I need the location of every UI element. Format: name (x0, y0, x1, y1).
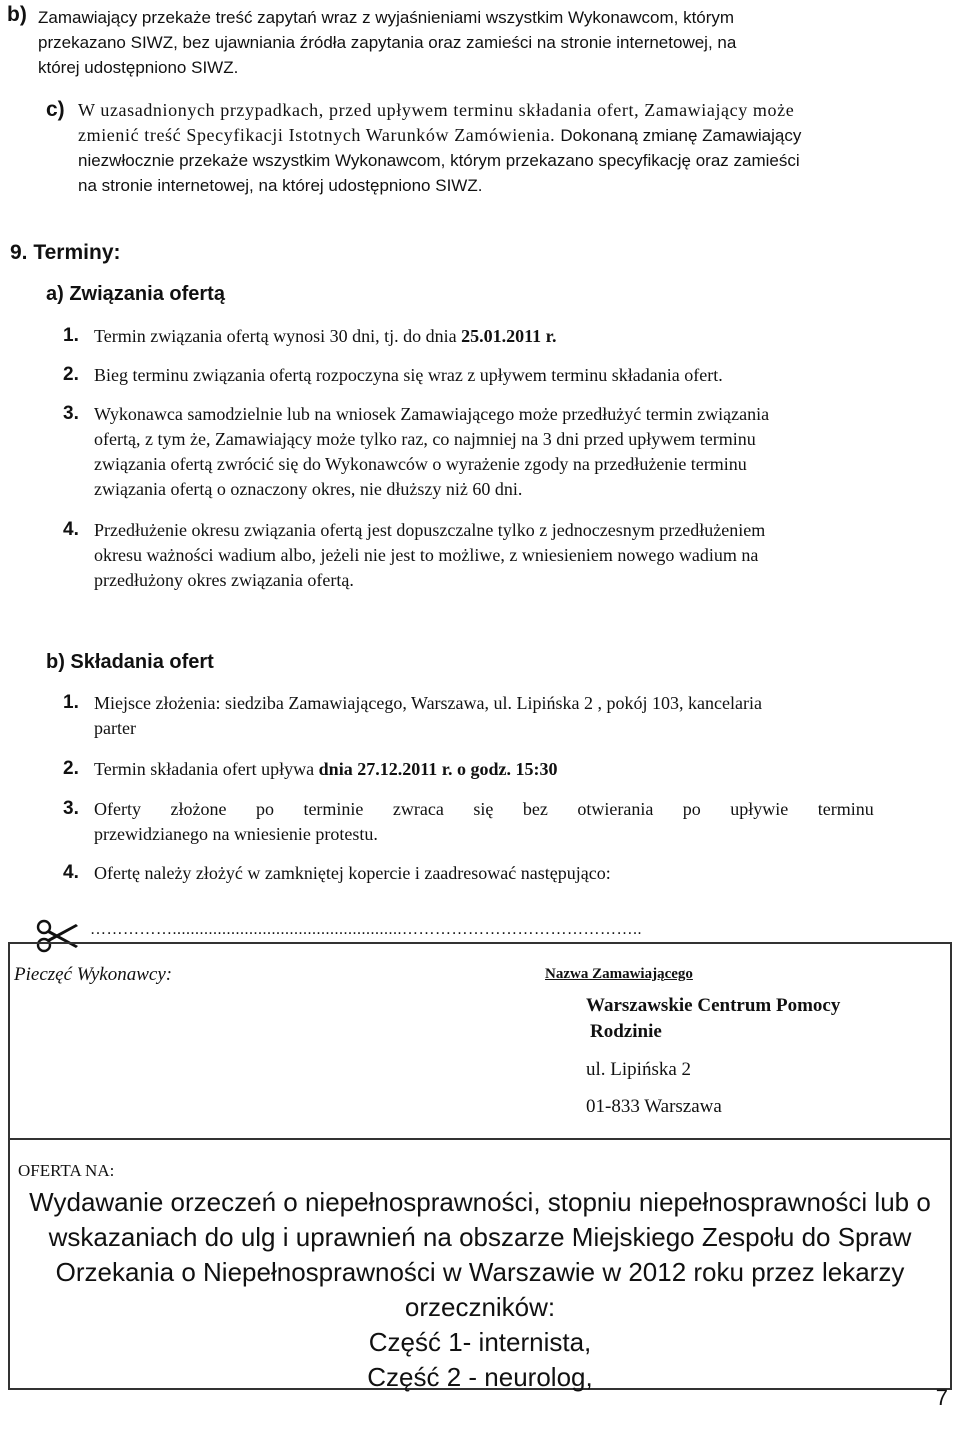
list-item: Bieg terminu związania ofertą rozpoczyna się wraz z upływem terminu składania ofert. (94, 365, 723, 385)
envelope-divider (8, 1138, 952, 1140)
item-bold-deadline: dnia 27.12.2011 r. o godz. 15:30 (318, 759, 558, 779)
text-line: niezwłocznie przekaże wszystkim Wykonawcom, którym przekazano specyfikację oraz zamieści (78, 151, 800, 170)
stamp-label: Pieczęć Wykonawcy: (14, 964, 173, 985)
text-line: Zamawiający przekaże treść zapytań wraz z wyjaśnieniami wszystkim Wykonawcom, którym (38, 8, 735, 27)
text-line: której udostępniono SIWZ. (38, 58, 239, 77)
list-item (94, 402, 952, 502)
text-fragment: zmienić treść Specyfikacji Istotnych Warunków Zamówienia. (78, 125, 556, 145)
item-number: 4. (63, 862, 79, 883)
text-line: przewidzianego na wniesienie protestu. (94, 824, 378, 844)
item-number: 2. (63, 364, 79, 385)
text-line: na stronie internetowej, na której udostępniono SIWZ. (78, 176, 483, 195)
subsection-b-heading: b) Składania ofert (46, 651, 214, 673)
item-number: 1. (63, 692, 79, 713)
offer-label: OFERTA NA: (18, 1161, 115, 1180)
text-line: ofertą, z tym że, Zamawiający może tylko raz, co najmniej na 3 dni przed upływem terminu (94, 429, 756, 449)
text-line: Przedłużenie okresu związania ofertą jest dopuszczalne tylko z jednoczesnym przedłużeniem (94, 520, 766, 540)
list-item (94, 797, 952, 847)
text-line: okresu ważności wadium albo, jeżeli nie jest to możliwe, z wniesieniem nowego wadium na (94, 545, 759, 565)
recipient-address (586, 993, 840, 1120)
item-text: Termin związania ofertą wynosi 30 dni, tj. do dnia (94, 326, 457, 346)
section-9-heading (10, 240, 121, 265)
offer-title-line: Orzekania o Niepełnosprawności w Warszawie w 2012 roku przez lekarzy (55, 1257, 905, 1287)
text-line: parter (94, 718, 136, 738)
text-line: Miejsce złożenia: siedziba Zamawiającego, Warszawa, ul. Lipińska 2 , pokój 103, kancelaria (94, 693, 762, 713)
recipient-name-line: Rodzinie (590, 1021, 662, 1042)
text-line: Wykonawca samodzielnie lub na wniosek Zamawiającego może przedłużyć termin związania (94, 404, 770, 424)
recipient-city: 01-833 Warszawa (586, 1096, 722, 1117)
offer-title-line: wskazaniach do ulg i uprawnień na obszarze Miejskiego Zespołu do Spraw (48, 1222, 912, 1252)
offer-title-line: orzeczników: (404, 1292, 556, 1322)
envelope-top-border (8, 942, 952, 944)
offer-title (10, 1185, 950, 1395)
envelope-right-border (950, 942, 952, 1390)
text-line: przedłużony okres związania ofertą. (94, 570, 354, 590)
text-line: przekazano SIWZ, bez ujawniania źródła zapytania oraz zamieści na stronie internetowej, na (38, 33, 737, 52)
scissors-icon (36, 918, 80, 954)
cut-line: ……………...................................................…………………………………….. (90, 921, 642, 938)
section-title: Terminy: (33, 241, 121, 264)
list-item (94, 757, 558, 782)
offer-part-line: Część 1- internista, (368, 1327, 592, 1357)
item-number: 3. (63, 403, 79, 424)
item-number: 4. (63, 519, 79, 540)
page-number: 7 (935, 1385, 948, 1410)
subsection-a-heading: a) Związania ofertą (46, 283, 225, 305)
text-fragment: Dokonaną zmianę Zamawiający (560, 126, 802, 145)
section-b-marker: b) (7, 3, 27, 26)
list-item: Ofertę należy złożyć w zamkniętej kopercie i zaadresować następująco: (94, 863, 611, 883)
recipient-name-line: Warszawskie Centrum Pomocy (586, 995, 841, 1016)
offer-part-line: Część 2 - neurolog, (367, 1362, 593, 1392)
text-line (78, 123, 952, 148)
section-c-marker: c) (46, 98, 65, 121)
section-number: 9. (10, 241, 28, 264)
text-line: związania ofertą zwrócić się do Wykonawców o wyrażenie zgody na przedłużenie terminu (94, 454, 747, 474)
list-item (94, 324, 556, 349)
section-c-paragraph (78, 98, 952, 198)
list-item (94, 518, 952, 593)
text-line: związania ofertą o oznaczony okres, nie dłuższy niż 60 dni. (94, 479, 523, 499)
item-number: 3. (63, 798, 79, 819)
offer-title-line: Wydawanie orzeczeń o niepełnosprawności, stopniu niepełnosprawności lub o (29, 1187, 931, 1217)
list-item (94, 691, 952, 741)
section-b-paragraph (38, 5, 952, 80)
recipient-street: ul. Lipińska 2 (586, 1059, 692, 1080)
text-line: W uzasadnionych przypadkach, przed upływem terminu składania ofert, Zamawiający może (78, 100, 795, 120)
recipient-label: Nazwa Zamawiającego (545, 966, 693, 982)
item-bold-date: 25.01.2011 r. (461, 326, 557, 346)
text-line: Oferty złożone po terminie zwraca się bez otwierania po upływie terminu (94, 799, 874, 819)
item-number: 1. (63, 325, 79, 346)
item-text: Termin składania ofert upływa (94, 759, 315, 779)
item-number: 2. (63, 758, 79, 779)
